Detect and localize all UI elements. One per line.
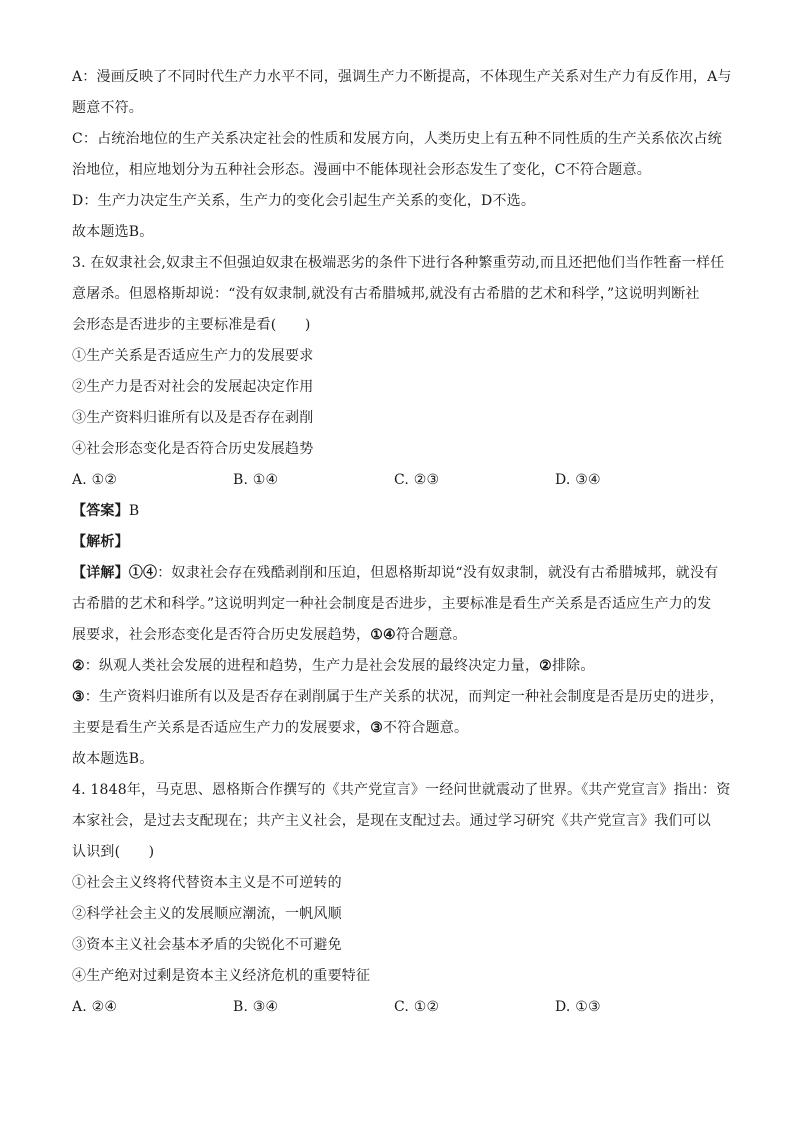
q3-stem-line3: 会形态是否进步的主要标准是看( ) bbox=[72, 317, 311, 333]
point2-number: ② bbox=[72, 658, 85, 674]
q4-option-b: B. ③④ bbox=[233, 999, 279, 1015]
q4-stem-line3: 认识到( ) bbox=[72, 844, 155, 860]
q3-option-a: A. ①② bbox=[72, 472, 118, 488]
analysis-option-c-line2: 治地位，相应地划分为五种社会形态。漫画中不能体现社会形态发生了变化，C不符合题意。 bbox=[72, 162, 651, 178]
analysis-tag: 【解析】 bbox=[72, 534, 129, 550]
detail-numbers: ①④ bbox=[128, 565, 158, 581]
q3-item-2: ②生产力是否对社会的发展起决定作用 bbox=[72, 379, 314, 395]
q4-stem-line1: 4. 1848年，马克思、恩格斯合作撰写的《共产党宣言》一经问世就震动了世界。《共产党宣言》指出：资 bbox=[72, 782, 731, 798]
detail-tag: 【详解】 bbox=[72, 565, 129, 581]
q3-answer bbox=[72, 496, 722, 527]
detail-line3-pre: 展要求，社会形态变化是否符合历史发展趋势， bbox=[72, 627, 371, 643]
q4-stem-line2: 本家社会，是过去支配现在；共产主义社会，是现在支配过去。通过学习研究《共产党宣言》我们可以 bbox=[72, 813, 711, 829]
point3-line2-post: 不符合题意。 bbox=[382, 720, 469, 736]
q4-option-c: C. ①② bbox=[394, 999, 440, 1015]
q3-item-1: ①生产关系是否适应生产力的发展要求 bbox=[72, 348, 314, 364]
q3-options bbox=[72, 465, 722, 496]
point2-number-2: ② bbox=[539, 658, 552, 674]
q3-detail-line2: 古希腊的艺术和科学。”这说明判定一种社会制度是否进步，主要标准是看生产关系是否适应生产力的发 bbox=[72, 596, 712, 612]
answer-tag: 【答案】 bbox=[72, 503, 129, 519]
q3-item-4: ④社会形态变化是否符合历史发展趋势 bbox=[72, 441, 314, 457]
previous-answer-conclusion: 故本题选B。 bbox=[72, 224, 154, 240]
point3-text: ：生产资料归谁所有以及是否存在剥削属于生产关系的状况，而判定一种社会制度是否是历史的进步， bbox=[84, 689, 724, 705]
detail-line1-text: ：奴隶社会存在残酷剥削和压迫，但恩格斯却说“没有奴隶制，就没有古希腊城邦，就没有 bbox=[157, 565, 719, 581]
answer-value: B bbox=[128, 503, 140, 519]
q3-option-b: B. ①④ bbox=[233, 472, 279, 488]
q4-item-2: ②科学社会主义的发展顺应潮流，一帆风顺 bbox=[72, 906, 342, 922]
q3-option-c: C. ②③ bbox=[394, 472, 440, 488]
q3-stem-line2: 意屠杀。但恩格斯却说：“没有奴隶制,就没有古希腊城邦,就没有古希腊的艺术和科学，”这说明判断社 bbox=[72, 286, 700, 302]
document-content bbox=[72, 62, 732, 1023]
analysis-option-a-line1: A：漫画反映了不同时代生产力水平不同，强调生产力不断提高，不体现生产关系对生产力有反作用，A与 bbox=[72, 69, 732, 85]
point2-text: ：纵观人类社会发展的进程和趋势，生产力是社会发展的最终决定力量， bbox=[84, 658, 540, 674]
q3-point2 bbox=[72, 651, 722, 682]
q3-detail-line1 bbox=[72, 558, 722, 589]
point3-number: ③ bbox=[72, 689, 85, 705]
detail-line3-post: 符合题意。 bbox=[395, 627, 467, 643]
q3-point3-line1 bbox=[72, 682, 722, 713]
analysis-option-c-line1: C：占统治地位的生产关系决定社会的性质和发展方向，人类历史上有五种不同性质的生产关系依次占统 bbox=[72, 131, 722, 147]
point3-number-2: ③ bbox=[370, 720, 383, 736]
q4-item-1: ①社会主义终将代替资本主义是不可逆转的 bbox=[72, 875, 342, 891]
detail-line3-numbers: ①④ bbox=[370, 627, 396, 643]
q4-option-d: D. ①③ bbox=[555, 999, 601, 1015]
q3-stem-line1: 3. 在奴隶社会,奴隶主不但强迫奴隶在极端恶劣的条件下进行各种繁重劳动,而且还把他们当作牲畜一样任 bbox=[72, 255, 725, 271]
q3-detail-line3 bbox=[72, 620, 722, 651]
point3-line2-pre: 主要是看生产关系是否适应生产力的发展要求， bbox=[72, 720, 371, 736]
q4-item-3: ③资本主义社会基本矛盾的尖锐化不可避免 bbox=[72, 937, 342, 953]
analysis-option-d-line1: D：生产力决定生产关系，生产力的变化会引起生产关系的变化，D不选。 bbox=[72, 193, 536, 209]
q4-option-a: A. ②④ bbox=[72, 999, 118, 1015]
q4-item-4: ④生产绝对过剩是资本主义经济危机的重要特征 bbox=[72, 968, 371, 984]
q3-conclusion: 故本题选B。 bbox=[72, 751, 154, 767]
analysis-option-a-line2: 题意不符。 bbox=[72, 100, 143, 116]
q3-option-d: D. ③④ bbox=[555, 472, 601, 488]
q3-analysis-heading bbox=[72, 527, 722, 558]
q3-point3-line2 bbox=[72, 713, 722, 744]
q4-options bbox=[72, 992, 722, 1023]
point2-post: 排除。 bbox=[551, 658, 595, 674]
q3-item-3: ③生产资料归谁所有以及是否存在剥削 bbox=[72, 410, 314, 426]
